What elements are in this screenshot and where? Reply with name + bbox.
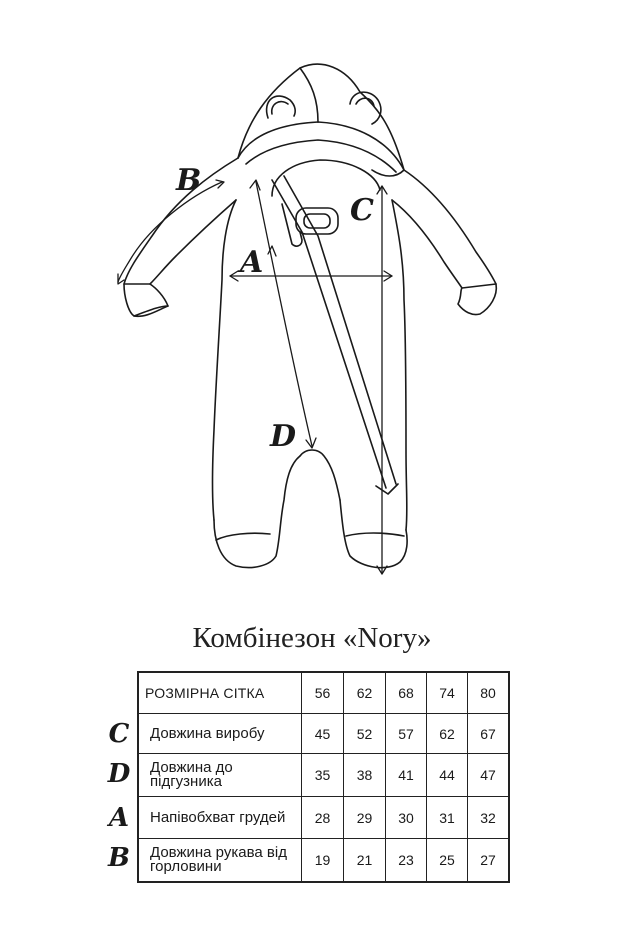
header-size: 80 (467, 673, 508, 713)
table-row (139, 753, 508, 796)
marker-b: B (176, 163, 202, 198)
row-label: Довжина рукава від горловини (150, 844, 287, 875)
table-cell: 45 (301, 714, 343, 753)
table-cell: 28 (301, 797, 343, 838)
table-cell: 47 (467, 754, 508, 796)
left-ear (267, 96, 296, 118)
header-size: 74 (426, 673, 467, 713)
marker-d: D (270, 419, 297, 454)
row-label: Напівобхват грудей (150, 808, 286, 826)
measure-b-line (118, 182, 222, 282)
table-cell: 38 (343, 754, 385, 796)
row-marker-a: A (108, 803, 130, 833)
table-cell: 25 (426, 839, 467, 881)
right-leg (340, 500, 407, 568)
table-cell: 30 (385, 797, 426, 838)
table-row (139, 713, 508, 753)
table-cell: 44 (426, 754, 467, 796)
marker-a: A (240, 245, 264, 280)
header-size: 68 (385, 673, 426, 713)
table-cell: 29 (343, 797, 385, 838)
row-marker-c: C (108, 719, 130, 749)
table-row (139, 838, 508, 881)
size-chart-table (137, 671, 510, 883)
crotch (300, 450, 340, 500)
row-marker-b: B (108, 843, 130, 873)
marker-c: C (350, 193, 374, 228)
left-leg (214, 456, 300, 568)
table-header-row (139, 673, 508, 713)
table-cell: 52 (343, 714, 385, 753)
table-cell: 19 (301, 839, 343, 881)
row-label: Довжина виробу (150, 724, 265, 742)
table-cell: 35 (301, 754, 343, 796)
right-cuff (458, 284, 496, 315)
table-cell: 57 (385, 714, 426, 753)
table-row (139, 796, 508, 838)
table-cell: 32 (467, 797, 508, 838)
product-title: Комбінезон «Nory» (192, 622, 432, 654)
right-sleeve (404, 170, 496, 284)
table-cell: 23 (385, 839, 426, 881)
hood-rim (238, 122, 404, 170)
row-label: Довжина до підгузника (150, 759, 233, 790)
row-marker-d: D (107, 759, 131, 789)
table-cell: 67 (467, 714, 508, 753)
table-cell: 21 (343, 839, 385, 881)
header-size: 56 (301, 673, 343, 713)
table-cell: 31 (426, 797, 467, 838)
tab-buckle (296, 208, 338, 234)
header-size: 62 (343, 673, 385, 713)
table-cell: 41 (385, 754, 426, 796)
header-label: РОЗМІРНА СІТКА (145, 685, 265, 701)
table-cell: 27 (467, 839, 508, 881)
table-cell: 62 (426, 714, 467, 753)
body-left (213, 200, 237, 520)
